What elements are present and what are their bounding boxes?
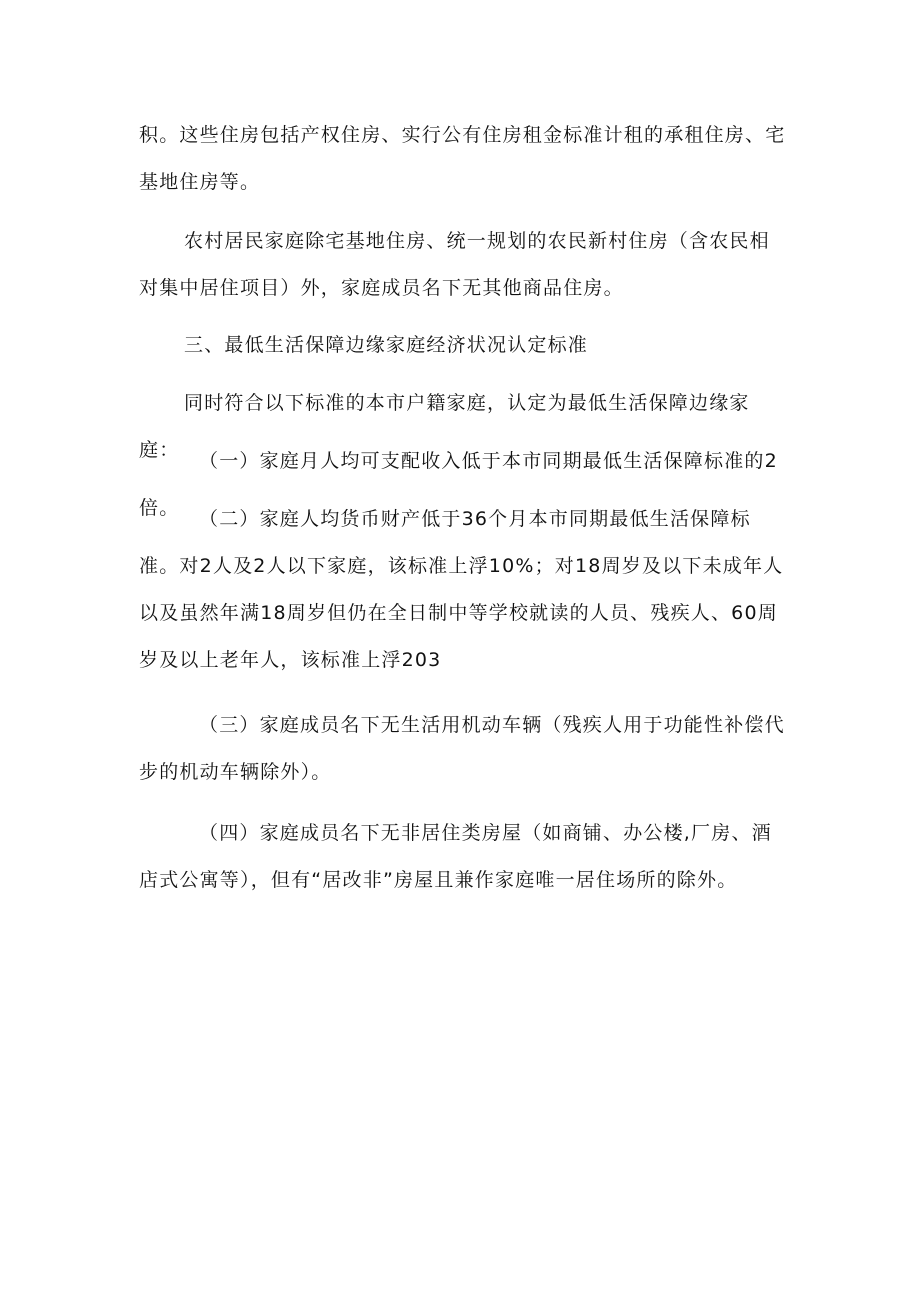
paragraph-criterion-four: （四）家庭成员名下无非居住类房屋（如商铺、办公楼,厂房、酒店式公寓等），但有“居改非”房屋且兼作家庭唯一居住场所的除外。 (139, 822, 772, 891)
paragraph-criterion-two: （二）家庭人均货币财产低于36个月本市同期最低生活保障标准。对2人及2人以下家庭，该标准上浮10%；对18周岁及以下未成年人以及虽然年满18周岁但仍在全日制中等学校就读的人员、残疾人、60周岁及以上老年人，该标准上浮203 (139, 508, 784, 671)
paragraph-criterion-three: （三）家庭成员名下无生活用机动车辆（残疾人用于功能性补偿代步的机动车辆除外）。 (139, 714, 785, 783)
paragraph-criterion-one: （一）家庭月人均可支配收入低于本市同期最低生活保障标准的2倍。 (139, 450, 778, 519)
paragraph-criteria-intro: 同时符合以下标准的本市户籍家庭，认定为最低生活保障边缘家庭： (139, 392, 750, 461)
section-heading-three: 三、最低生活保障边缘家庭经济状况认定标准 (184, 334, 589, 356)
paragraph-housing-types: 积。这些住房包括产权住房、实行公有住房租金标准计租的承租住房、宅基地住房等。 (139, 124, 786, 193)
paragraph-rural-housing: 农村居民家庭除宅基地住房、统一规划的农民新村住房（含农民相对集中居住项目）外，家庭成员名下无其他商品住房。 (139, 230, 770, 299)
